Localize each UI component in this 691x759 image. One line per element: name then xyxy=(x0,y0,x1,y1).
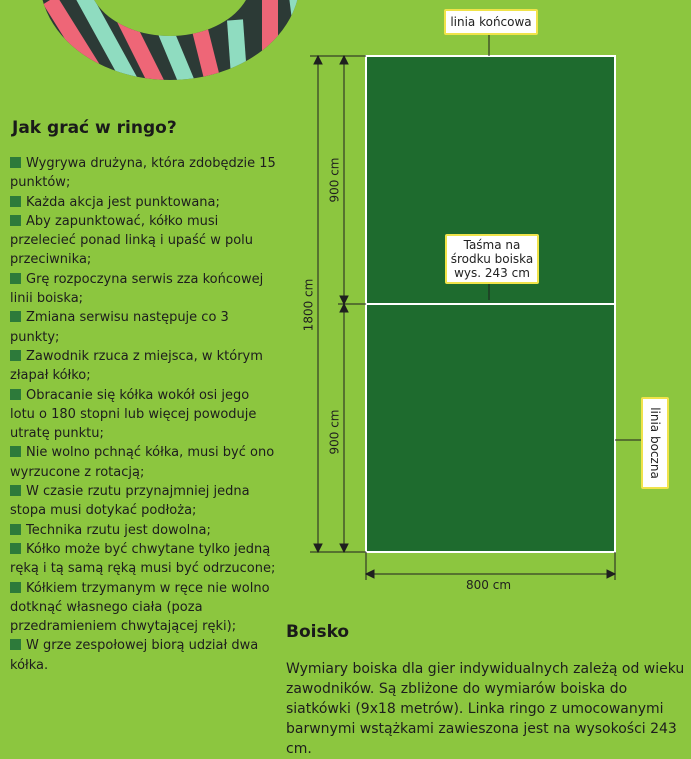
rule-item: W grze zespołowej biorą udział dwa kółka. xyxy=(10,638,259,673)
end-line-callout: linia końcowa xyxy=(444,9,538,35)
rule-item: Zawodnik rzuca z miejsca, w którym złapał kółko; xyxy=(10,348,263,384)
total-length-label: 1800 cm xyxy=(301,278,316,332)
rule-item: Grę rozpoczyna serwis zza końcowej linii boiska; xyxy=(10,271,264,307)
rule-item: Nie wolno pchnąć kółka, musi być ono wyrzucone z rotacją; xyxy=(10,445,275,480)
half-top-label: 900 cm xyxy=(327,157,342,203)
field-title: Boisko xyxy=(286,622,350,642)
rule-item: Zmiana serwisu następuje co 3 punkty; xyxy=(10,310,229,345)
rules-title: Jak grać w ringo? xyxy=(12,118,177,138)
center-tape-callout: Taśma na środku boiska wys. 243 cm xyxy=(445,234,539,284)
half-bottom-label: 900 cm xyxy=(327,409,342,455)
rule-item: Kółko może być chwytane tylko jedną ręką i tą samą ręką musi być odrzucone; xyxy=(10,541,276,577)
dimension-width xyxy=(366,552,615,580)
rule-item: W czasie rzutu przynajmniej jedna stopa musi dotykać podłoża; xyxy=(10,484,250,519)
side-line-callout: linia boczna xyxy=(641,397,669,489)
rule-item: Kółkiem trzymanym w ręce nie wolno dotknąć własnego ciała (poza przedramieniem chwytającej ręki); xyxy=(10,580,270,635)
dimension-half xyxy=(338,56,366,552)
rule-item: Aby zapunktować, kółko musi przelecieć ponad linką i upaść w polu przeciwnika; xyxy=(10,213,254,268)
field-description: Wymiary boiska dla gier indywidualnych zależą od wieku zawodników. Są zbliżone do wymiarów boiska do siatkówki (9x18 metrów). Linka ringo z umocowanymi barwnymi wstążkami zawieszona jest na wysokości 243 cm. xyxy=(286,661,685,757)
width-label: 800 cm xyxy=(466,578,512,592)
rule-item: Obracanie się kółka wokół osi jego lotu o 180 stopni lub więcej powoduje utratę punktu; xyxy=(10,387,257,442)
rule-item: Wygrywa drużyna, która zdobędzie 15 punktów; xyxy=(10,156,276,191)
rule-item: Technika rzutu jest dowolna; xyxy=(10,521,278,540)
rule-item: Każda akcja jest punktowana; xyxy=(10,193,278,212)
